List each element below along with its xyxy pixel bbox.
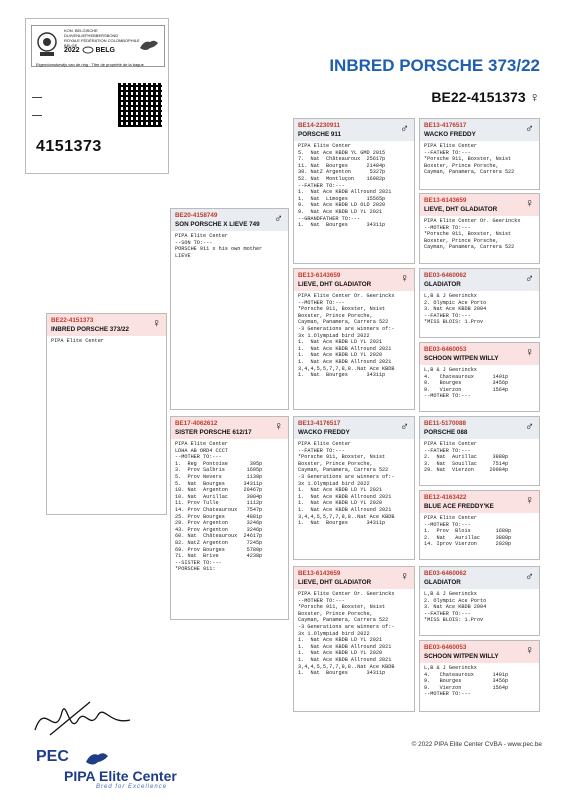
card-notes: PIPA Elite Center --FATHER TO:--- *Porsche 911, Boxster, Nsist Boxster, Prince Porsche, Cayman, Panamera, Carrera 522 [424,143,515,176]
card-notes: PIPA Elite Center --SON TO:--- PORSCHE 911 x his own mother LIEVE [175,233,263,259]
certificate-subtitle: Eigendomsbewijs van de ring · Titre de propriété de la bague [36,62,144,67]
bird-name: SON PORSCHE X LIEVE 749 [175,221,260,228]
bird-name: GLADIATOR [424,579,461,586]
ring-id: BE14-2230911 [298,122,341,129]
card-notes: PIPA Elite Center Or. Geerinckx --MOTHER TO:--- *Porsche 911, Boxster, Nsist Boxster, Prince Porsche, Cayman, Panamera, Carrera 522 [424,218,521,251]
card-notes: PIPA Elite Center [51,338,104,344]
female-icon: ♀ [525,493,534,507]
pedigree-card-mother[interactable] [170,416,289,620]
ring-id: BE03-6460053 [424,346,467,353]
pedigree-card-fff[interactable] [419,118,540,190]
pedigree-card-subject[interactable] [46,313,167,515]
certificate-country: BELG [95,46,115,54]
card-notes: PIPA Elite Center --FATHER TO:--- *Porsche 911, Boxster, Nsist Boxster, Prince Porsche, Cayman, Panamera, Carrera 522 -3 Generations are winners of:- 3x 1.Olympiad bird 2022 1. Nat Ace KBDB LD YL 2021 1. Nat Ace KBDB Allround 2021 1. Nat Ace KBDB LD YL 2020 1. Nat Ace KBDB Allround 2021 3,4,4,5,5,7,7,8,8..Nat Ace KBDB 1. Nat Bourges 34311p [298,441,395,527]
certificate-header-line1: KON. BELGISCHE DUIVENLIEFHEBBERSBOND [64,28,119,38]
female-icon: ♀ [525,196,534,210]
divider [32,115,42,116]
qr-code [118,83,162,127]
bird-name: PORSCHE 088 [424,429,468,436]
pedigree-card-fmf[interactable] [419,268,540,338]
logo-name: PIPA Elite Center [64,768,177,784]
ring-id: BE13-6143659 [298,570,341,577]
male-icon: ♂ [274,211,283,225]
female-icon: ♀ [152,316,161,330]
male-icon: ♂ [525,271,534,285]
bird-name: LIEVE, DHT GLADIATOR [298,281,372,288]
ring-id: BE03-6460062 [424,272,467,279]
certificate-header [31,25,165,67]
ring-id: BE13-6143659 [424,197,467,204]
ring-id: BE03-6460062 [424,570,467,577]
card-notes: PIPA Elite Center LDHA AB ORD4 CCCT --MOTHER TO:--- 1. Reg Pontoise 395p 3. Prov Salbris 1605p 5. Prov Nevers 1139p 5. Nat Bourges 34311p 10. Nat Argenton 20467p 10. Nat Aurillac 3004p 11. Prov Tulle 1112p 14. Prov Chateauroux 7547p 25. Prov Bourges 4881p 29. Prov Argenton 3246p 43. Prov Argenton 3246p 60. Nat Châteauroux 24617p 82. NatZ Argenton 7245p 69. Prov Bourges 5780p 71. Nat Brive 4238p --SISTER TO:--- *PORSCHE 911: [175,441,263,573]
female-icon: ♀ [274,419,283,433]
ring-id: BE22-4151373 [51,317,94,324]
bird-name: PORSCHE 911 [298,131,342,138]
pedigree-card-mm[interactable] [293,566,415,712]
ring-id: BE12-4163422 [424,494,467,501]
logo-short: PEC [36,748,69,765]
page-title: INBRED PORSCHE 373/22 [329,56,540,75]
pedigree-card-mf[interactable] [293,416,415,560]
signature [30,690,140,750]
pedigree-card-fm[interactable] [293,268,415,410]
ring-id: BE13-6143659 [298,272,341,279]
pec-logo [30,746,190,794]
bird-name: WACKO FREDDY [424,131,476,138]
logo-tagline: Bred for Excellence [96,784,168,790]
bird-name: SISTER PORSCHE 612/17 [175,429,252,436]
card-notes: L,B & J Geerinckx 4. Chateauroux 1401p 9. Bourges 3456p 9. Vierzon 1564p --MOTHER TO:--- [424,367,509,400]
divider [32,97,42,98]
bird-name: SCHOON WITPEN WILLY [424,653,499,660]
pedigree-card-fmm[interactable] [419,342,540,412]
ring-id: BE11-5170088 [424,420,467,427]
kbdb-logo-icon [36,30,58,58]
pedigree-card-ffm[interactable] [419,193,540,264]
card-notes: PIPA Elite Center Or. Geerinckx --MOTHER TO:--- *Porsche 911, Boxster, Nsist Boxster, Prince Porsche, Cayman, Panamera, Carrera 522 -3 Generations are winners of:- 3x 1.Olympiad bird 2022 1. Nat Ace KBDB LD YL 2021 1. Nat Ace KBDB Allround 2021 1. Nat Ace KBDB LD YL 2020 1. Nat Ace KBDB Allround 2021 3,4,4,5,5,7,7,8,8..Nat Ace KBDB 1. Nat Bourges 34311p [298,591,395,677]
pigeon-icon [138,38,160,54]
female-icon: ♀ [525,345,534,359]
card-notes: PIPA Elite Center --MOTHER TO:--- 1. Prov Blois 1680p 2. Nat Aurillac 3888p 14. Iprov Vierzon 2020p [424,515,512,548]
card-notes: PIPA Elite Center 5. Nat Ace KBDB YL GMD 2015 7. Nat Châteauroux 25617p 11. Nat Bourges 21484p 38. NatZ Argenton 5327p 52. Nat Montluçon 16982p --FATHER TO:--- 1. Nat Ace KBDB Allround 2021 1. Nat Limoges 15565p 9. Nat Ace KBDB LD OLD 2020 9. Nat Ace KBDB LD YL 2021 --GRANDFATHER TO:--- 1. Nat Bourges 34311p [298,143,392,229]
pigeon-logo-icon [84,750,110,768]
male-icon: ♂ [525,121,534,135]
pedigree-card-mmm[interactable] [419,640,540,712]
bird-name: WACKO FREDDY [298,429,350,436]
ring-certificate [25,18,169,174]
certificate-year: 2022 [64,46,80,54]
bird-name: GLADIATOR [424,281,461,288]
female-icon: ♀ [400,271,409,285]
female-icon: ♀ [400,569,409,583]
bird-name: SCHOON WITPEN WILLY [424,355,499,362]
bird-name: INBRED PORSCHE 373/22 [51,326,130,333]
ring-id: BE03-6460053 [424,644,467,651]
certificate-header-line2: ROYALE FÉDÉRATION COLOMBOPHILE BELGE [64,38,140,48]
ring-icon [82,46,94,54]
male-icon: ♂ [525,419,534,433]
bird-name: BLUE ACE FREDDY'KE [424,503,494,510]
bird-name: LIEVE, DHT GLADIATOR [424,206,498,213]
male-icon: ♂ [525,569,534,583]
pedigree-card-mmf[interactable] [419,566,540,636]
card-notes: PIPA Elite Center Or. Geerinckx --MOTHER TO:--- *Porsche 911, Boxster, Nsist Boxster, Prince Porsche, Cayman, Panamera, Carrera 522 -3 Generations are winners of:- 3x 1.Olympiad bird 2022 1. Nat Ace KBDB LD YL 2021 1. Nat Ace KBDB Allround 2021 1. Nat Ace KBDB LD YL 2020 1. Nat Ace KBDB Allround 2021 3,4,4,5,5,7,7,8,8..Nat Ace KBDB 1. Nat Bourges 34311p [298,293,395,379]
card-notes: L,B & J Geerinckx 2. Olympic Ace Porto 3. Nat Ace KBDB 2004 --FATHER TO:--- *MISS BLOIS: 1.Prov [424,293,487,326]
pedigree-card-mfm[interactable] [419,490,540,560]
card-notes: L,B & J Geerinckx 2. Olympic Ace Porto 3. Nat Ace KBDB 2004 --FATHER TO:--- *MISS BLOIS: 1.Prov [424,591,487,624]
ring-id: BE13-4176517 [298,420,341,427]
male-icon: ♂ [400,121,409,135]
male-icon: ♂ [400,419,409,433]
ring-id: BE17-4062612 [175,420,218,427]
ring-id: BE20-4158749 [175,212,218,219]
card-notes: L,B & J Geerinckx 4. Chateauroux 1401p 9. Bourges 3456p 9. Vierzon 1564p --MOTHER TO:--- [424,665,509,698]
pedigree-card-father[interactable] [170,208,289,410]
pedigree-card-mff[interactable] [419,416,540,486]
copyright: © 2022 PIPA Elite Center CVBA - www.pec.be [411,741,542,748]
pedigree-card-ff[interactable] [293,118,415,264]
page-subtitle: BE22-4151373 ♀ [431,89,540,105]
bird-name: LIEVE, DHT GLADIATOR [298,579,372,586]
ring-number: 4151373 [36,138,102,155]
female-icon: ♀ [525,643,534,657]
ring-id: BE13-4176517 [424,122,467,129]
card-notes: PIPA Elite Center --FATHER TO:--- 2. Nat Aurillac 3888p 3. Nat Souillac 7514p 29. Nat Vierzon 20984p [424,441,509,474]
